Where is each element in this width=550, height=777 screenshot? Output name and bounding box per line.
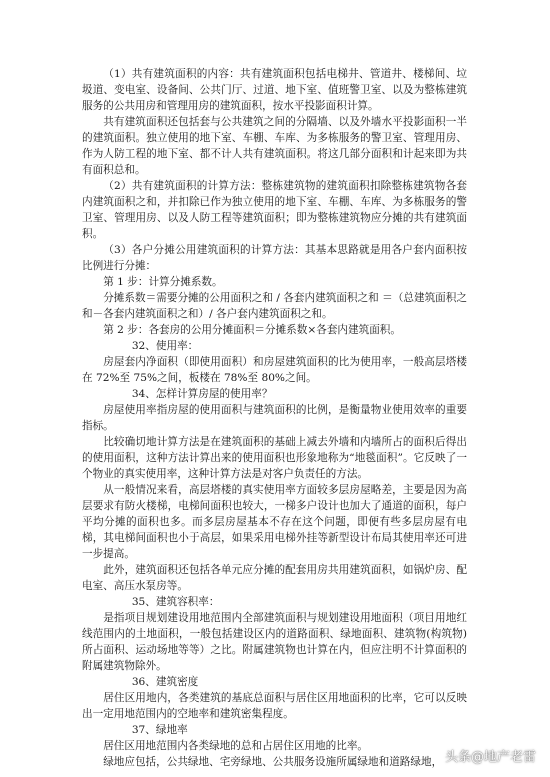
paragraph: 是指项目规划建设用地范围内全部建筑面积与规划建设用地面积（项目用地红线范围内的土地面积，一般包括建设区内的道路面积、绿地面积、建筑物(构筑物)所占面积、运动场地等等）之比。附属建筑物也计算在内，但应注明不计算面积的附属建筑物除外。 [82, 612, 467, 672]
watermark [445, 746, 536, 765]
paragraph: 第 2 步：各套房的公用分摊面积＝分摊系数×各套内建筑面积。 [103, 324, 401, 336]
paragraph: 绿地应包括，公共绿地、宅旁绿地、公共服务设施所属绿地和道路绿地， [103, 756, 443, 768]
watermark-text: 头条@地产老雷 [444, 750, 536, 765]
paragraph: 居住区用地内，各类建筑的基底总面积与居住区用地面积的比率，它可以反映出一定用地范围内的空地率和建筑密集程度。 [82, 692, 467, 720]
paragraph: 此外，建筑面积还包括各单元应分摊的配套用房共用建筑面积，如锅炉房、配电室、高压水泵房等。 [82, 564, 467, 592]
paragraph: 分摊系数＝需要分摊的公用面积之和 / 各套内建筑面积之和 ＝（总建筑面积之和－各套内建筑面积之和）/ 各户套内建筑面积之和。 [82, 292, 467, 320]
paragraph: （2）共有建筑面积的计算方法：整栋建筑物的建筑面积扣除整栋建筑物各套内建筑面积之和，并扣除已作为独立使用的地下室、车棚、车库、为多栋服务的警卫室、管理用房、以及人防工程等建筑面积；即为整栋建筑物应分摊的共有建筑面积。 [82, 180, 467, 240]
paragraph: 从一般情况来看，高层塔楼的真实使用率方面较多层房屋略差，主要是因为高层要求有防火楼梯，电梯间面积也较大，一梯多户设计也加大了通道的面积，每户平均分摊的面积也多。而多层房屋基本不存在这个问题，即便有些多层房屋有电梯，其电梯间面积也小于高层，如果采用电梯外挂等新型设计布局其使用率还可进一步提高。 [82, 484, 467, 560]
section-heading: 34、怎样计算房屋的使用率？ [131, 388, 273, 400]
paragraph: 第 1 步：计算分摊系数。 [103, 276, 223, 288]
section-heading: 32、使用率： [131, 340, 199, 352]
paragraph: 共有建筑面积还包括套与公共建筑之间的分隔墙、以及外墙水平投影面积一半的建筑面积。独立使用的地下室、车棚、车库、为多栋服务的警卫室、管理用房、作为人防工程的地下室、都不计人共有建筑面积。将这几部分面积和计起来即为共有面积总和。 [82, 116, 467, 176]
paragraph: 房屋使用率指房屋的使用面积与建筑面积的比例，是衡量物业使用效率的重要指标。 [82, 404, 467, 432]
section-heading: 35、建筑容积率： [131, 596, 220, 608]
section-heading: 37、绿地率 [131, 724, 188, 736]
paragraph: 房屋套内净面积（即使用面积）和房屋建筑面积的比为使用率，一般高层塔楼在 72%至 75%之间，板楼在 78%至 80%之间。 [82, 356, 467, 384]
paragraph: 居住区用地范围内各类绿地的总和占居住区用地的比率。 [103, 740, 369, 752]
paragraph: （3）各户分摊公用建筑面积的计算方法：其基本思路就是用各户套内面积按比例进行分摊： [82, 244, 467, 272]
section-heading: 36、建筑密度 [131, 676, 199, 688]
paragraph: 比较确切地计算方法是在建筑面积的基础上减去外墙和内墙所占的面积后得出的使用面积，这种方法计算出来的使用面积也形象地称为“地毯面积”。它反映了一个物业的真实使用率，这种计算方法是对客户负责任的方法。 [82, 436, 467, 480]
paragraph: （1）共有建筑面积的内容：共有建筑面积包括电梯井、管道井、楼梯间、垃圾道、变电室、设备间、公共门厅、过道、地下室、值班警卫室、以及为整栋建筑服务的公共用房和管理用房的建筑面积，按水平投影面积计算。 [82, 68, 467, 112]
document-body [82, 66, 467, 770]
